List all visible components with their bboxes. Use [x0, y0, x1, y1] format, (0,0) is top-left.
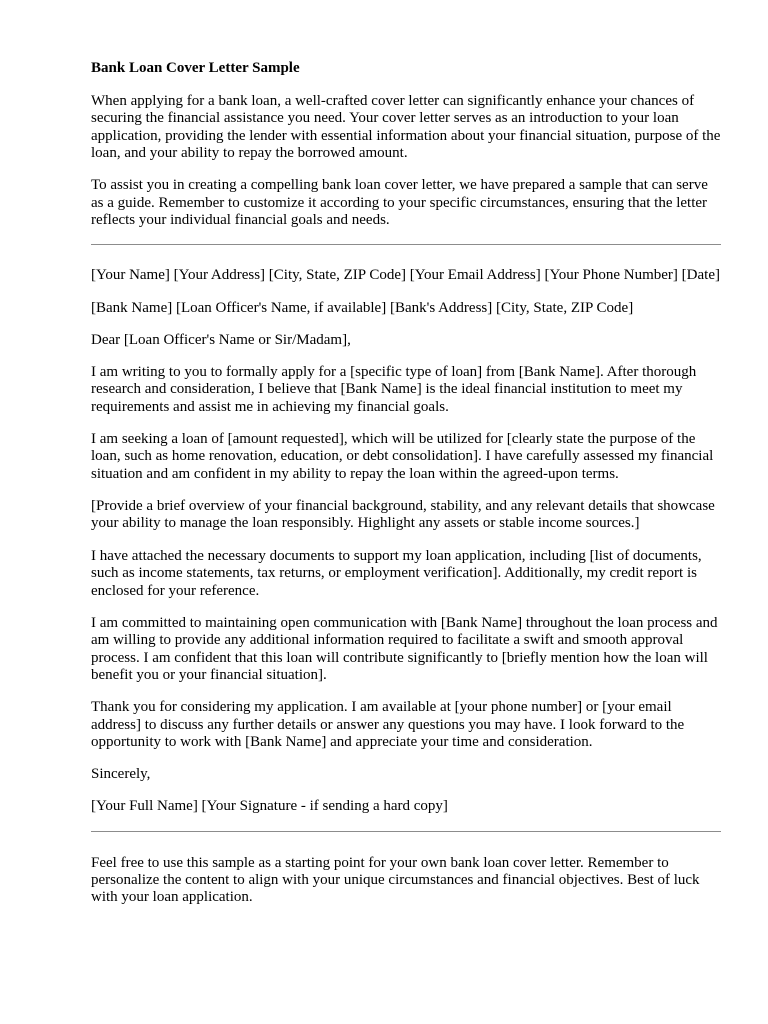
intro-paragraph-1: When applying for a bank loan, a well-crafted cover letter can significantly enhance your chances of securing the financial assistance you need. Your cover letter serves as an introduction to your loan application, providing the lender with essential information about your financial situation, purpose of the loan, and your ability to repay the borrowed amount. [91, 93, 721, 162]
signature-block: [Your Full Name] [Your Signature - if sending a hard copy] [91, 798, 448, 815]
letter-body-paragraph: I am writing to you to formally apply for a [specific type of loan] from [Bank Name]. After thorough research and consideration, I believe that [Bank Name] is the ideal financial institution to meet my requirements and assist me in achieving my financial goals. [91, 364, 697, 415]
letter-closing: Sincerely, [91, 766, 151, 783]
recipient-address-block: [Bank Name] [Loan Officer's Name, if available] [Bank's Address] [City, State, ZIP Code] [91, 299, 634, 316]
letter-body-paragraph: I am seeking a loan of [amount requested], which will be utilized for [clearly state the purpose of the loan, such as home renovation, education, or debt consolidation]. I have carefully assessed my financial situation and am confident in my ability to repay the loan within the agreed-upon terms. [91, 431, 714, 482]
letter-salutation: Dear [Loan Officer's Name or Sir/Madam], [91, 331, 351, 348]
letter-body-paragraph: [Provide a brief overview of your financial background, stability, and any relevant details that showcase your ability to manage the loan responsibly. Highlight any assets or stable income sources.] [91, 498, 715, 532]
outro-paragraph: Feel free to use this sample as a starting point for your own bank loan cover letter. Remember to personalize the content to align with your unique circumstances and financial objectives. Best of luck with your loan application. [91, 854, 700, 906]
section-divider-bottom [91, 831, 721, 832]
document-page [91, 59, 721, 922]
sender-address-block: [Your Name] [Your Address] [City, State, ZIP Code] [Your Email Address] [Your Phone Number] [Date] [91, 267, 720, 284]
letter-body-paragraph: I have attached the necessary documents to support my loan application, including [list of documents, such as income statements, tax returns, or employment verification]. Additionally, my credit report is enclosed for your reference. [91, 547, 702, 599]
document-title: Bank Loan Cover Letter Sample [91, 60, 300, 76]
letter-body-paragraph: I am committed to maintaining open communication with [Bank Name] throughout the loan process and am willing to provide any additional information required to facilitate a swift and smooth approval process. I am confident that this loan will contribute significantly to [briefly mention how the loan will benefit you or your financial situation]. [91, 614, 718, 683]
letter-body-paragraph: Thank you for considering my application. I am available at [your phone number] or [your email address] to discuss any further details or answer any questions you may have. I look forward to the opportunity to work with [Bank Name] and appreciate your time and consideration. [91, 699, 685, 750]
section-divider-top [91, 244, 721, 245]
intro-paragraph-2: To assist you in creating a compelling bank loan cover letter, we have prepared a sample that can serve as a guide. Remember to customize it according to your specific circumstances, ensuring that the letter reflects your individual financial goals and needs. [91, 177, 708, 229]
sample-letter [91, 267, 721, 815]
